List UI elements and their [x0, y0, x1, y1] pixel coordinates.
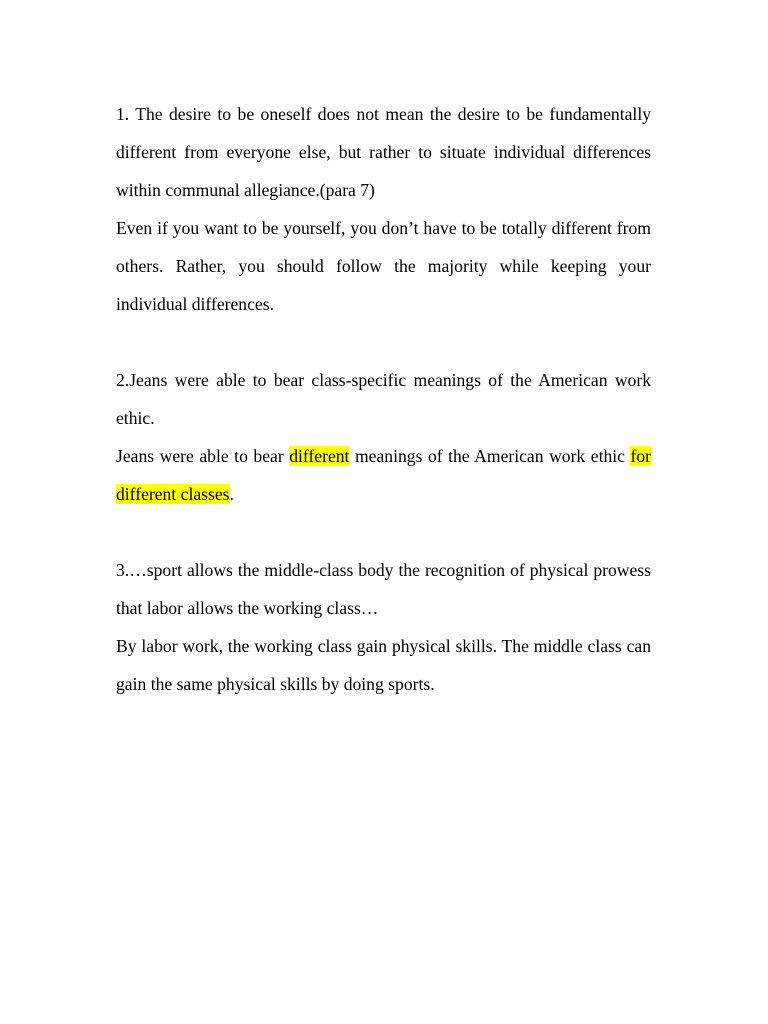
- item-1-number: 1.: [116, 104, 130, 124]
- item-1-quote: [116, 95, 651, 209]
- item-2-paraphrase-part-1: Jeans were able to bear: [116, 446, 290, 466]
- item-2-paraphrase: [116, 437, 651, 513]
- paragraph-gap: [116, 323, 651, 361]
- item-2-paraphrase-period: .: [229, 484, 234, 504]
- paragraph-gap: [116, 513, 651, 551]
- item-3-quote: 3.…sport allows the middle-class body the recognition of physical prowess that labor allows the working class…: [116, 560, 651, 618]
- highlight-different: different: [289, 446, 350, 466]
- highlight-for-different-classes: for different classes: [116, 446, 651, 504]
- item-1-quote-text: The desire to be oneself does not mean the desire to be fundamentally different from everyone else, but rather to situate individual differences within communal allegiance.(para 7): [116, 104, 651, 200]
- item-3-paraphrase: By labor work, the working class gain physical skills. The middle class can gain the same physical skills by doing sports.: [116, 636, 651, 694]
- item-1-paraphrase: Even if you want to be yourself, you don’t have to be totally different from others. Rather, you should follow the majority while keeping your individual differences.: [116, 218, 651, 314]
- item-2-paraphrase-part-3: meanings of the American work ethic: [349, 446, 631, 466]
- item-2-quote: 2.Jeans were able to bear class-specific meanings of the American work ethic.: [116, 370, 651, 428]
- document-page: [116, 95, 651, 703]
